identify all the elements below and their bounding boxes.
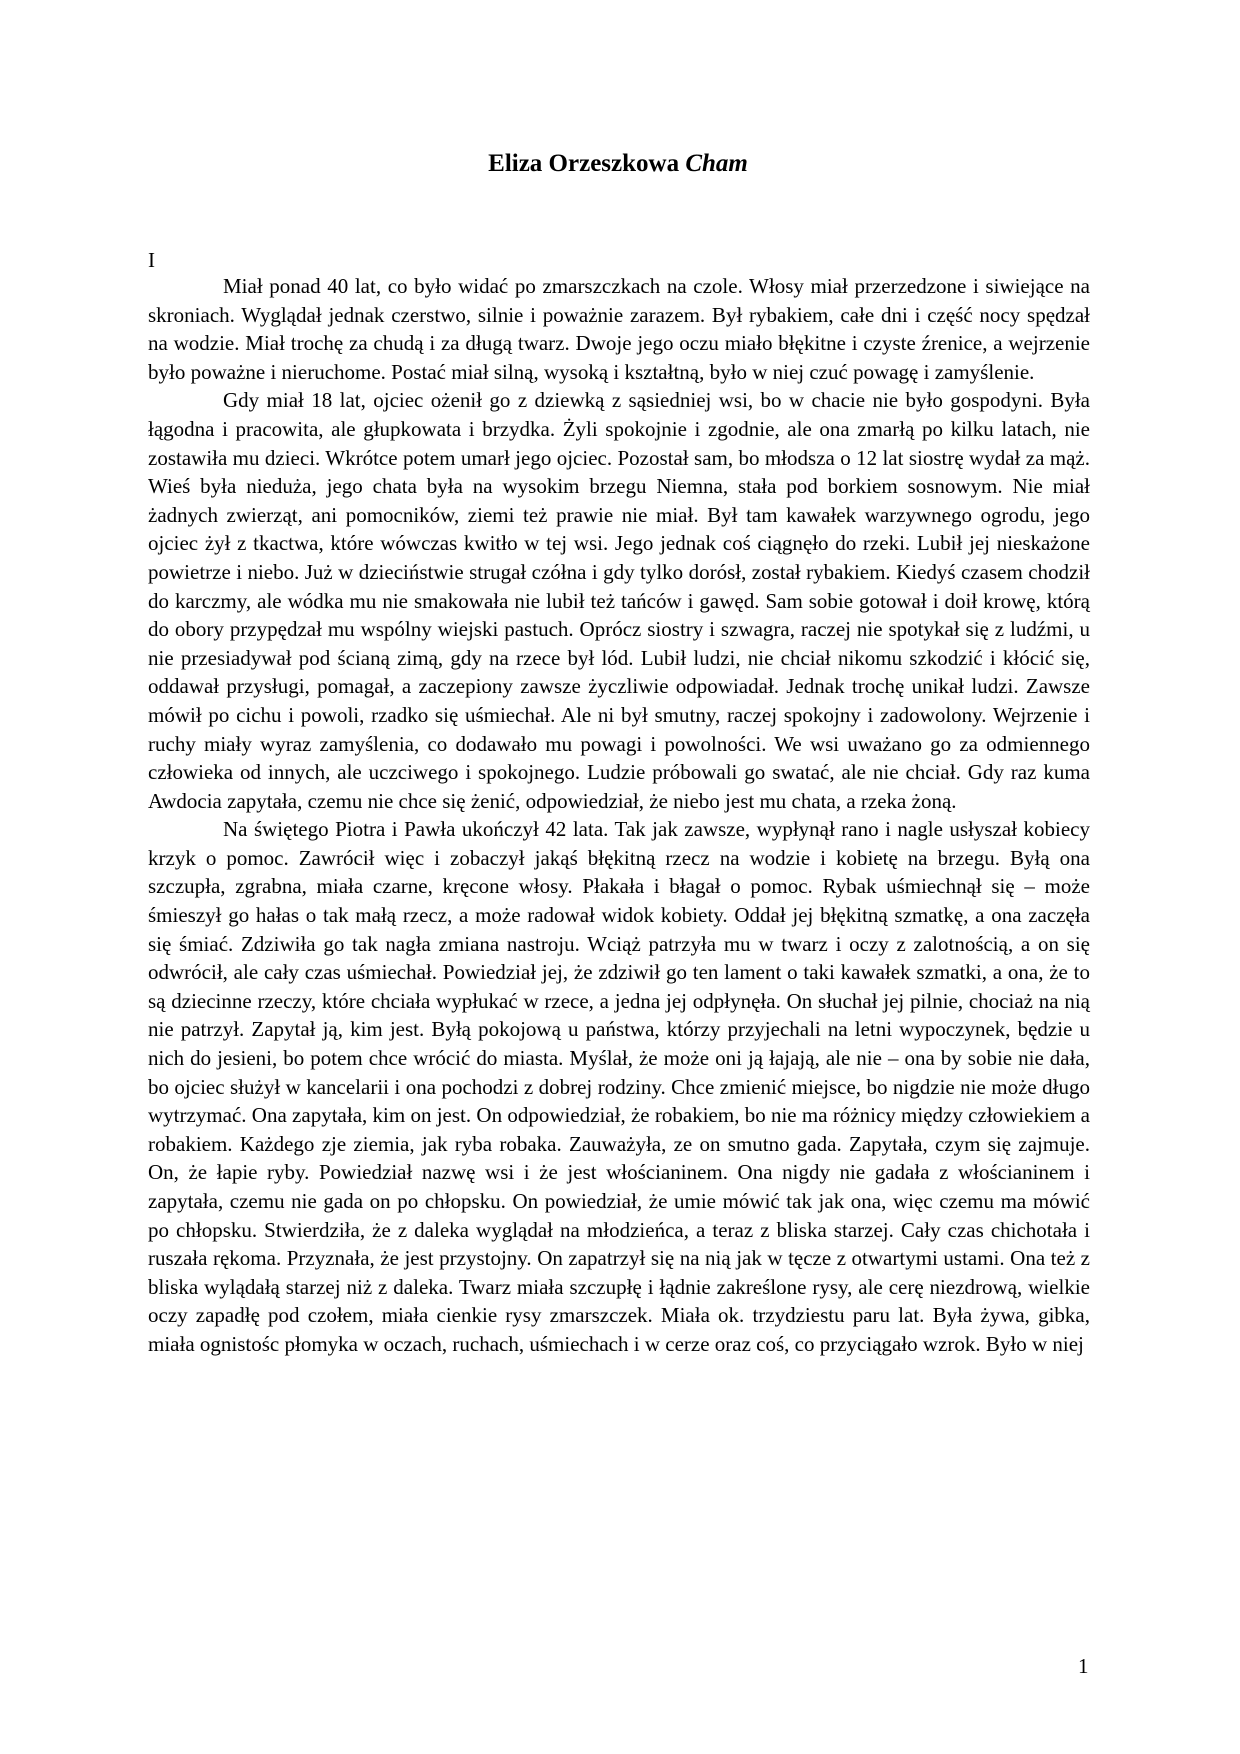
author-name: Eliza Orzeszkowa: [488, 150, 680, 177]
document-title: [0, 150, 1236, 178]
chapter-number: I: [148, 248, 155, 272]
page-number: 1: [1078, 1654, 1089, 1678]
paragraph: Miał ponad 40 lat, co było widać po zmarszczkach na czole. Włosy miał przerzedzone i siwiejące na skroniach. Wyglądał jednak czerstwo, silnie i poważnie zarazem. Był rybakiem, całe dni i część nocy spędzał na wodzie. Miał trochę za chudą i za długą twarz. Dwoje jego oczu miało błękitne i czyste źrenice, a wejrzenie było poważne i nieruchome. Postać miał silną, wysoką i kształtną, było w niej czuć powagę i zamyślenie.: [148, 274, 1090, 384]
document-body: [148, 272, 1090, 1359]
paragraph: Na świętego Piotra i Pawła ukończył 42 lata. Tak jak zawsze, wypłynął rano i nagle usłyszał kobiecy krzyk o pomoc. Zawrócił więc i zobaczył jakąś błękitną rzecz na wodzie i kobietę na brzegu. Byłą ona szczupła, zgrabna, miała czarne, kręcone włosy. Płakała i błagał o pomoc. Rybak uśmiechnął się – może śmieszył go hałas o tak małą rzecz, a może radował widok kobiety. Oddał jej błękitną szmatkę, a ona zaczęła się śmiać. Zdziwiła go tak nagła zmiana nastroju. Wciąż patrzyła mu w twarz i oczy z zalotnością, a on się odwrócił, ale cały czas uśmiechał. Powiedział jej, że zdziwił go ten lament o taki kawałek szmatki, a ona, że to są dziecinne rzeczy, które chciała wypłukać w rzece, a jedna jej odpłynęła. On słuchał jej pilnie, chociaż na nią nie patrzył. Zapytał ją, kim jest. Byłą pokojową u państwa, którzy przyjechali na letni wypoczynek, będzie u nich do jesieni, bo potem chce wrócić do miasta. Myślał, że może oni ją łajają, ale nie – ona by sobie nie dała, bo ojciec służył w kancelarii i ona pochodzi z dobrej rodziny. Chce zmienić miejsce, bo nigdzie nie może długo wytrzymać. Ona zapytała, kim on jest. On odpowiedział, że robakiem, bo nie ma różnicy między człowiekiem a robakiem. Każdego zje ziemia, jak ryba robaka. Zauważyła, ze on smutno gada. Zapytała, czym się zajmuje. On, że łapie ryby. Powiedział nazwę wsi i że jest włościaninem. Ona nigdy nie gadała z włościaninem i zapytała, czemu nie gada on po chłopsku. On powiedział, że umie mówić tak jak ona, więc czemu ma mówić po chłopsku. Stwierdziła, że z daleka wyglądał na młodzieńca, a teraz z bliska starzej. Cały czas chichotała i ruszała rękoma. Przyznała, że jest przystojny. On zapatrzył się na nią jak w tęcze z otwartymi ustami. Ona też z bliska wylądałą starzej niż z daleka. Twarz miała szczupłę i łądnie zakreślone rysy, ale cerę niezdrową, wielkie oczy zapadłę pod czołem, miała cienkie rysy zmarszczek. Miała ok. trzydziestu paru lat. Była żywa, gibka, miała ognistośc płomyka w oczach, ruchach, uśmiechach i w cerze oraz coś, co przyciągało wzrok. Było w niej: [148, 817, 1090, 1356]
paragraph: Gdy miał 18 lat, ojciec ożenił go z dziewką z sąsiedniej wsi, bo w chacie nie było gospodyni. Była łągodna i pracowita, ale głupkowata i brzydka. Żyli spokojnie i zgodnie, ale ona zmarłą po kilku latach, nie zostawiła mu dzieci. Wkrótce potem umarł jego ojciec. Pozostał sam, bo młodsza o 12 lat siostrę wydał za mąż. Wieś była nieduża, jego chata była na wysokim brzegu Niemna, stała pod borkiem sosnowym. Nie miał żadnych zwierząt, ani pomocników, ziemi też prawie nie miał. Był tam kawałek warzywnego ogrodu, jego ojciec żył z tkactwa, które wówczas kwitło w tej wsi. Jego jednak coś ciągnęło do rzeki. Lubił jej nieskażone powietrze i niebo. Już w dzieciństwie strugał czółna i gdy tylko dorósł, został rybakiem. Kiedyś czasem chodził do karczmy, ale wódka mu nie smakowała nie lubił też tańców i gawęd. Sam sobie gotował i doił krowę, którą do obory przypędzał mu wspólny wiejski pastuch. Oprócz siostry i szwagra, raczej nie spotykał się z ludźmi, u nie przesiadywał pod ścianą zimą, gdy na rzece był lód. Lubił ludzi, nie chciał nikomu szkodzić i kłócić się, oddawał przysługi, pomagał, a zaczepiony zawsze życzliwie odpowiadał. Jednak trochę unikał ludzi. Zawsze mówił po cichu i powoli, rzadko się uśmiechał. Ale ni był smutny, raczej spokojny i zadowolony. Wejrzenie i ruchy miały wyraz zamyślenia, co dodawało mu powagi i powolności. We wsi uważano go za odmiennego człowieka od innych, ale uczciwego i spokojnego. Ludzie próbowali go swatać, ale nie chciał. Gdy raz kuma Awdocia zapytała, czemu nie chce się żenić, odpowiedział, że niebo jest mu chata, a rzeka żoną.: [148, 388, 1090, 813]
work-title: Cham: [685, 150, 748, 177]
